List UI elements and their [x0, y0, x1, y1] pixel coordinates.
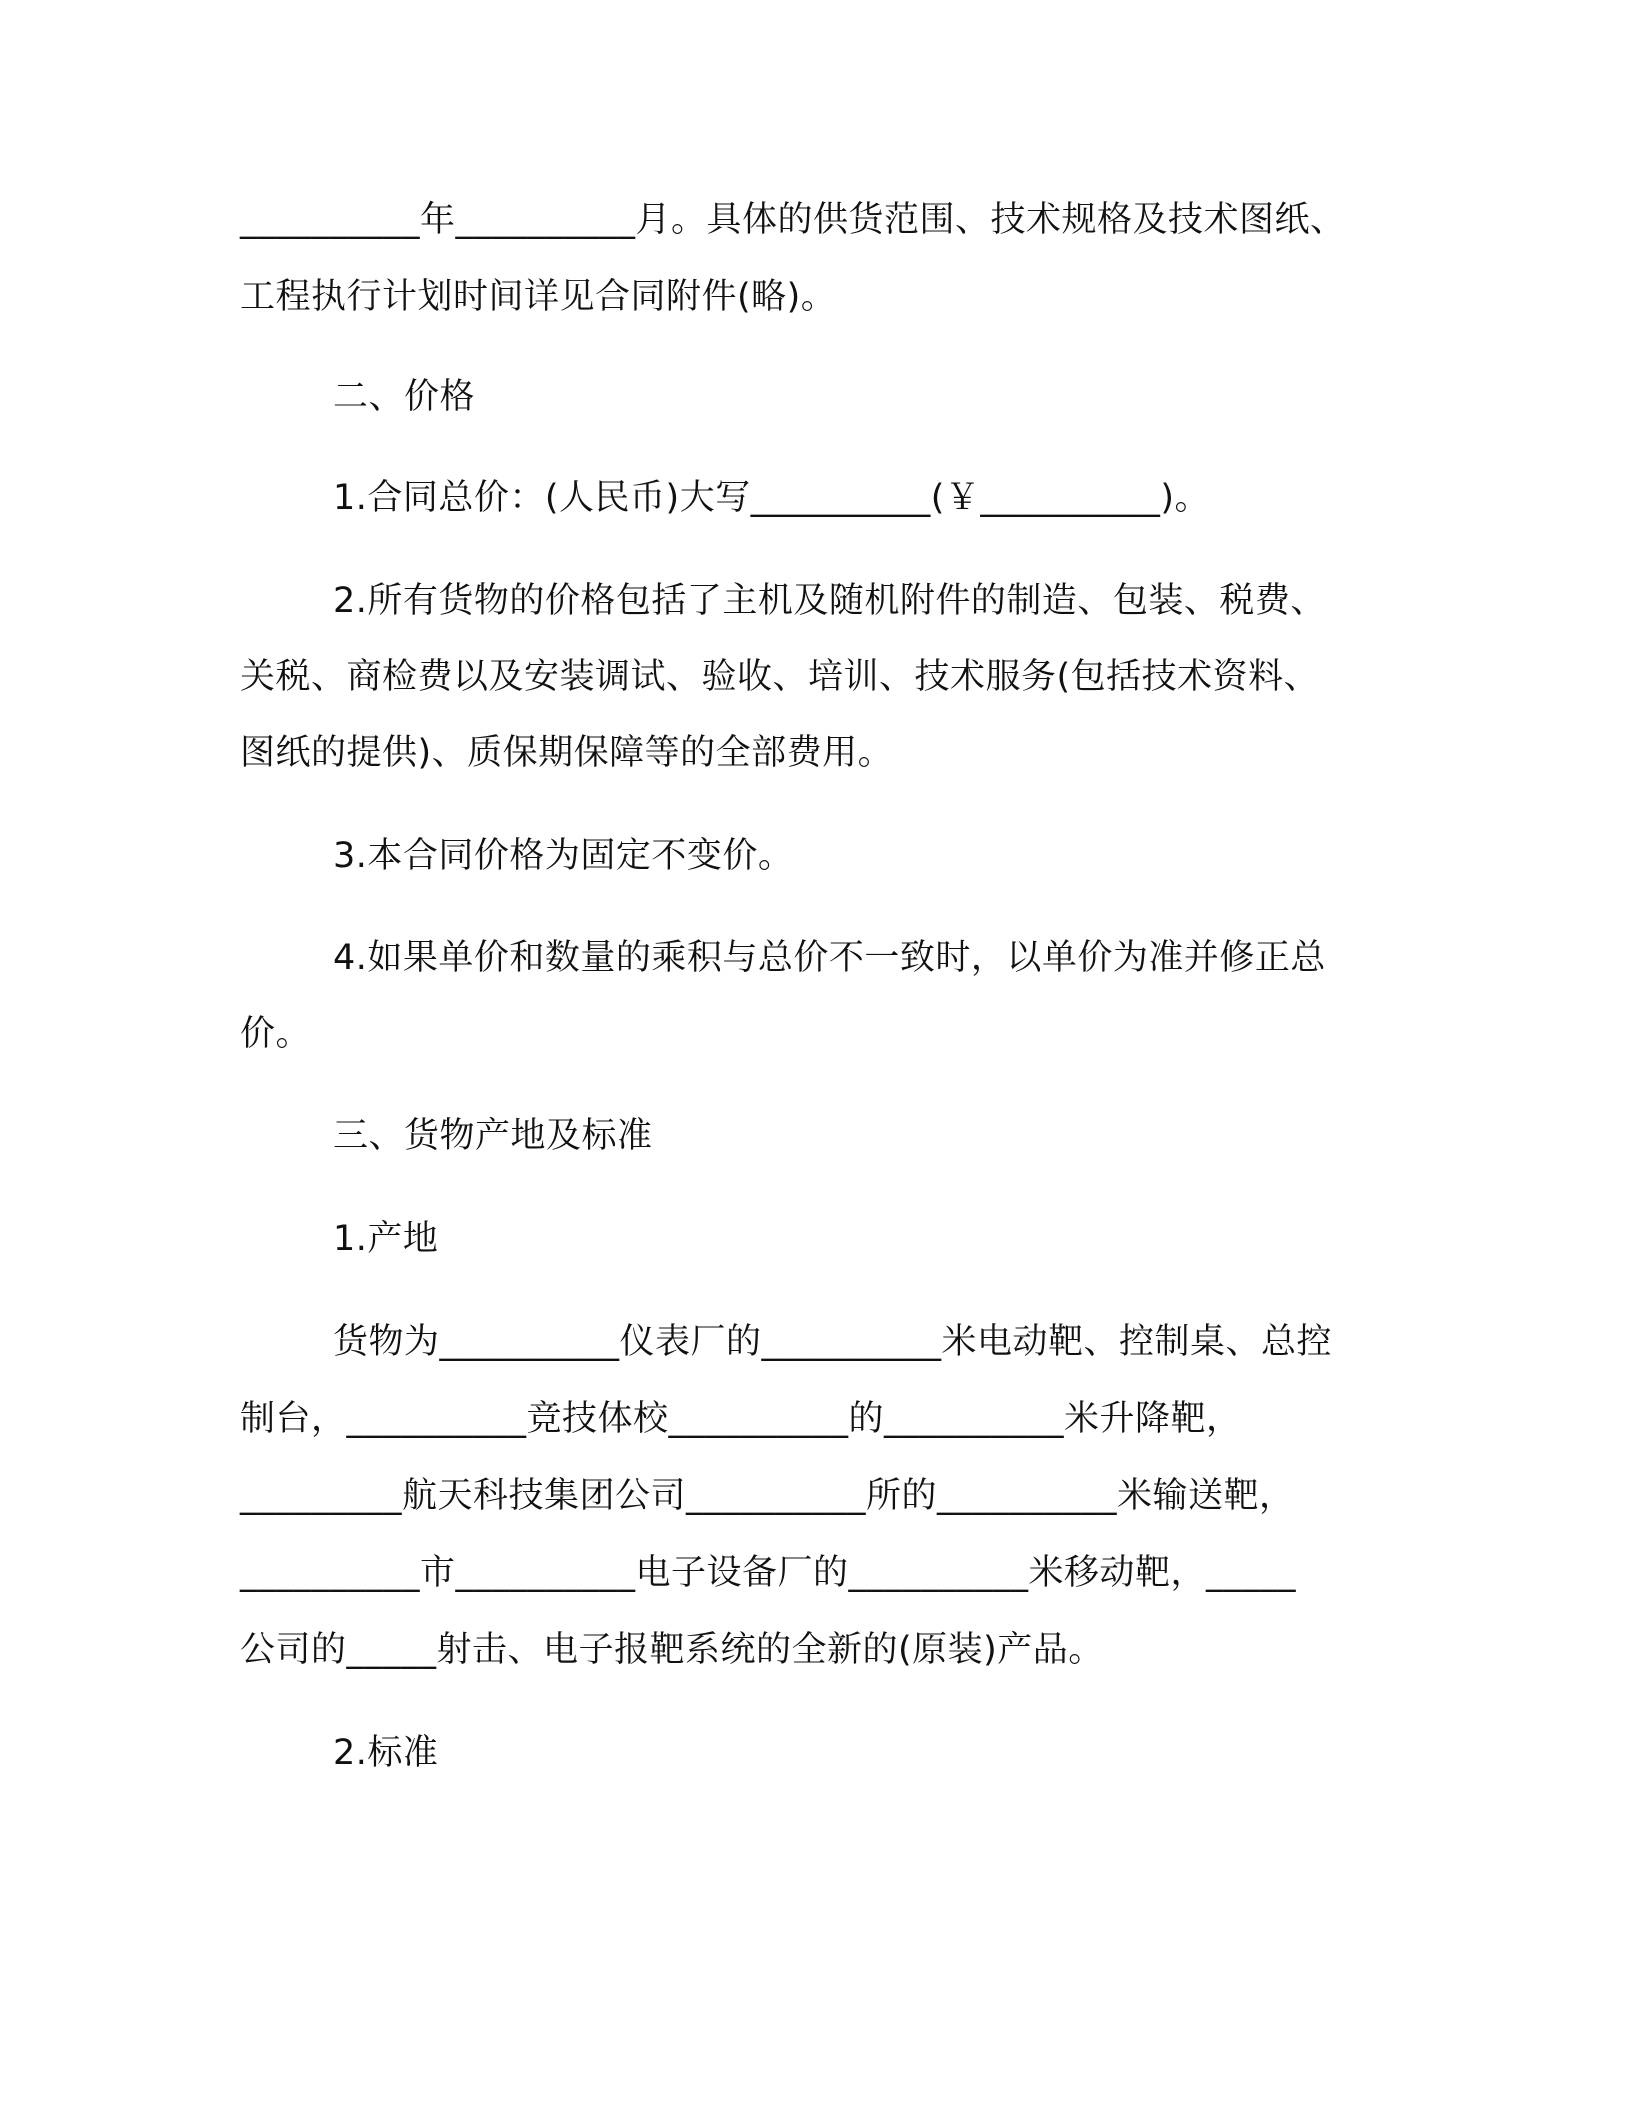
text-line-delivery-date: __________年__________月。具体的供货范围、技术规格及技术图纸、 [240, 200, 1346, 240]
clause-unit-price-cont: 价。 [240, 1014, 312, 1054]
clause-price-includes-cont-1: 关税、商检费以及安装调试、验收、培训、技术服务(包括技术资料、 [240, 657, 1320, 697]
origin-text-line-2: 制台，__________竞技体校__________的__________米升降靶， [240, 1399, 1242, 1439]
clause-price-includes: 2.所有货物的价格包括了主机及随机附件的制造、包装、税费、 [333, 581, 1326, 621]
clause-total-price: 1.合同总价：(人民币)大写__________(￥__________)。 [333, 478, 1211, 518]
origin-text-line-5: 公司的_____射击、电子报靶系统的全新的(原装)产品。 [240, 1630, 1104, 1670]
clause-unit-price: 4.如果单价和数量的乘积与总价不一致时，以单价为准并修正总 [333, 938, 1326, 978]
text-line-schedule: 工程执行计划时间详见合同附件(略)。 [240, 277, 837, 317]
subheading-origin: 1.产地 [333, 1219, 439, 1259]
clause-fixed-price: 3.本合同价格为固定不变价。 [333, 836, 794, 876]
clause-price-includes-cont-2: 图纸的提供)、质保期保障等的全部费用。 [240, 733, 894, 773]
section-heading-price: 二、价格 [333, 377, 476, 417]
origin-text-line-1: 货物为__________仪表厂的__________米电动靶、控制桌、总控 [333, 1322, 1333, 1362]
origin-text-line-3: _________航天科技集团公司__________所的__________米输送靶， [240, 1476, 1295, 1516]
origin-text-line-4: __________市__________电子设备厂的__________米移动靶，_____ [240, 1553, 1297, 1593]
subheading-standard: 2.标准 [333, 1733, 439, 1773]
section-heading-origin: 三、货物产地及标准 [333, 1116, 653, 1156]
